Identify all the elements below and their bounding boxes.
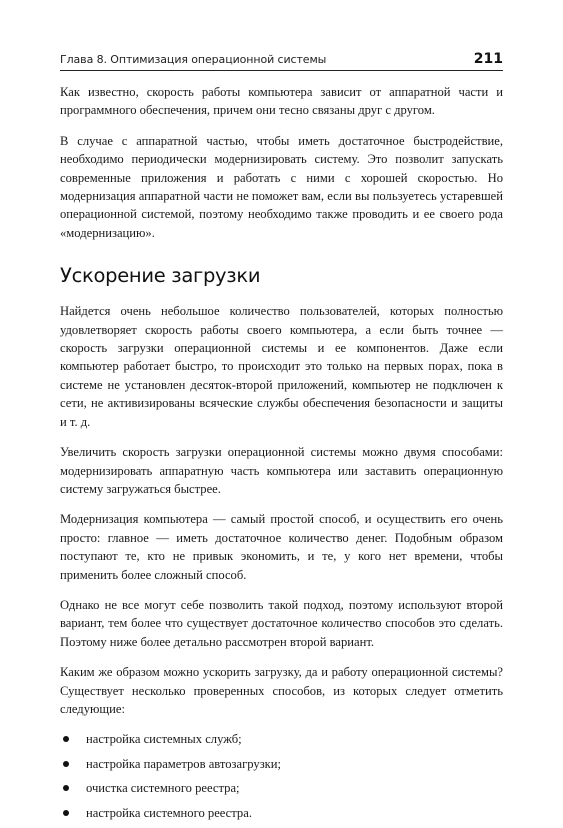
list-item-text: настройка системного реестра. [86, 805, 252, 820]
page-number: 211 [473, 51, 503, 67]
list-item [60, 804, 503, 822]
list-item-text: настройка системных служб; [86, 732, 242, 747]
list-item-text: настройка параметров автозагрузки; [86, 756, 282, 771]
intro-paragraph-2: В случае с аппаратной частью, чтобы иметь достаточное быстродействие, необходимо периодически модернизировать систему. Это позволит запускать современные приложения и работать с ними с хорошей скоростью. Но модернизация аппаратной части не поможет вам, если вы пользуетесь устаревшей операционной системой, поэтому необходимо также проводить и ее своего рода «модернизацию». [60, 133, 503, 240]
list-item [60, 779, 503, 797]
section-paragraph-5: Каким же образом можно ускорить загрузку, да и работу операционной системы? Существует несколько проверенных способов, из которых следует отметить следующие: [60, 665, 503, 716]
bullet-icon [63, 785, 69, 791]
bullet-icon [63, 761, 69, 767]
bullet-icon [63, 810, 69, 816]
page-body [60, 83, 503, 828]
intro-paragraph-1: Как известно, скорость работы компьютера зависит от аппаратной части и программного обеспечения, причем они тесно связаны друг с другом. [60, 85, 503, 118]
section-heading: Ускорение загрузки [60, 264, 261, 288]
section-paragraph-2: Увеличить скорость загрузки операционной системы можно двумя способами: модернизировать аппаратную часть компьютера или заставить операционную систему загружаться быстрее. [60, 445, 503, 496]
bullet-icon [63, 736, 69, 742]
running-header [60, 48, 503, 71]
bullet-list [60, 730, 503, 822]
list-item [60, 755, 503, 773]
list-item [60, 730, 503, 748]
list-item-text: очистка системного реестра; [86, 781, 240, 796]
section-paragraph-1: Найдется очень небольшое количество пользователей, которых полностью удовлетворяет скорость работы своего компьютера, а если быть точнее — скорость загрузки операционной системы и ее компонентов. Даже если компьютер работает быстро, то происходит это только на первых порах, пока в системе не установлен десяток-второй приложений, компьютер не подключен к сети, не активизированы всяческие службы обеспечения безопасности и защиты и т. д. [60, 304, 503, 429]
section-paragraph-4: Однако не все могут себе позволить такой подход, поэтому используют второй вариант, тем более что существует достаточное количество способов это сделать. Поэтому ниже более детально рассмотрен второй вариант. [60, 597, 503, 649]
running-title: Глава 8. Оптимизация операционной системы [60, 53, 327, 66]
section-paragraph-3: Модернизация компьютера — самый простой способ, и осуществить его очень просто: главное — иметь достаточное количество денег. Подобным образом поступают те, кто не привык экономить, и те, у кого нет времени, чтобы применить более сложный способ. [60, 512, 503, 582]
